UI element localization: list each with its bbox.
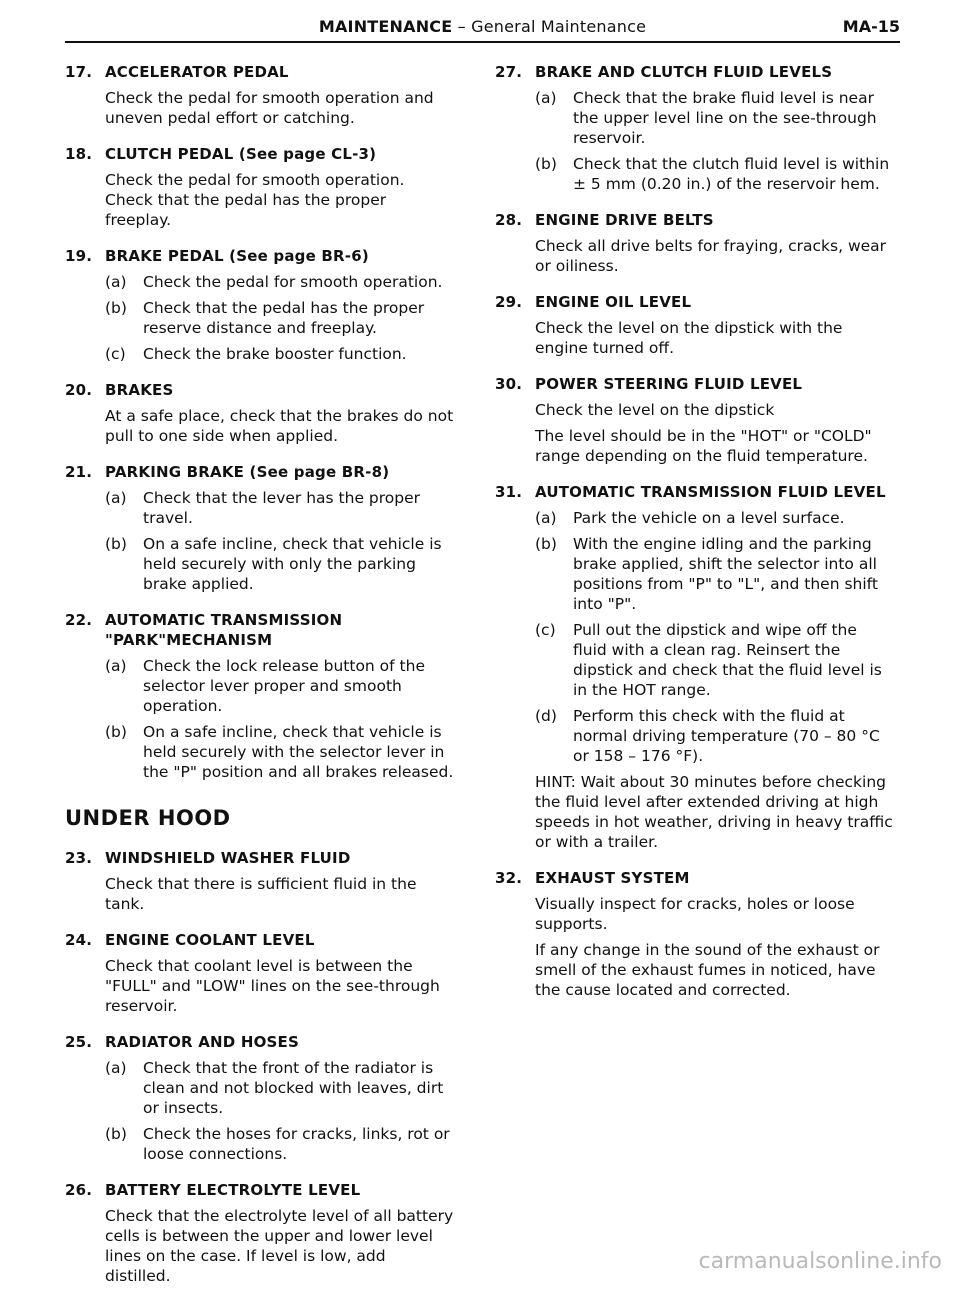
item-number: 29.: [495, 293, 523, 311]
item-paragraph: If any change in the sound of the exhaust or smell of the exhaust fumes in noticed, have the cause located and corrected.: [535, 941, 880, 999]
sub-step-letter: (a): [535, 509, 557, 527]
item-body: [535, 236, 895, 276]
page-title: [65, 14, 900, 40]
sub-step-letter: (a): [105, 273, 127, 291]
maintenance-item: [65, 246, 455, 364]
item-number: 32.: [495, 869, 523, 887]
sub-step-letter: (b): [105, 723, 127, 741]
item-paragraph: Check the pedal for smooth operation and uneven pedal effort or catching.: [105, 89, 434, 127]
sub-step-letter: (b): [105, 1125, 127, 1143]
maintenance-item: [65, 1180, 455, 1286]
item-title: AUTOMATIC TRANSMISSION FLUID LEVEL: [535, 483, 886, 501]
item-number: 28.: [495, 211, 523, 229]
item-paragraph: Check that there is sufficient fluid in the tank.: [105, 875, 417, 913]
item-body: [535, 894, 895, 1000]
item-heading: [65, 246, 455, 266]
item-paragraph: Check the level on the dipstick: [535, 401, 775, 419]
sub-step-letter: (b): [535, 535, 557, 553]
sub-step-text: Check that the clutch fluid level is within ± 5 mm (0.20 in.) of the reservoir hem.: [573, 155, 890, 193]
maintenance-item: [495, 210, 895, 276]
item-hint: HINT: Wait about 30 minutes before checking the fluid level after extended driving at high speeds in hot weather, driving in heavy traffic or with a trailer.: [535, 773, 893, 851]
item-title: POWER STEERING FLUID LEVEL: [535, 375, 803, 393]
sub-step-letter: (a): [105, 489, 127, 507]
item-heading: [65, 1180, 455, 1200]
sub-step: [105, 656, 455, 716]
sub-step-letter: (a): [105, 657, 127, 675]
maintenance-item: [65, 380, 455, 446]
left-items-after: [65, 848, 455, 1286]
item-paragraph: At a safe place, check that the brakes do not pull to one side when applied.: [105, 407, 454, 445]
item-number: 17.: [65, 63, 93, 81]
item-title: ENGINE DRIVE BELTS: [535, 211, 714, 229]
sub-step-letter: (b): [105, 535, 127, 553]
item-number: 18.: [65, 145, 93, 163]
sub-step: [535, 88, 895, 148]
item-title: BRAKE PEDAL (See page BR-6): [105, 247, 369, 265]
left-column: [65, 62, 455, 1302]
maintenance-item: [65, 1032, 455, 1164]
item-body: [535, 508, 895, 852]
sub-step: [105, 298, 455, 338]
item-title: PARKING BRAKE (See page BR-8): [105, 463, 390, 481]
sub-step-letter: (b): [535, 155, 557, 173]
item-body: [105, 88, 455, 128]
sub-step: [535, 534, 895, 614]
item-heading: [65, 848, 455, 868]
item-number: 19.: [65, 247, 93, 265]
left-items-before: [65, 62, 455, 782]
item-title: WINDSHIELD WASHER FLUID: [105, 849, 351, 867]
item-number: 25.: [65, 1033, 93, 1051]
maintenance-item: [495, 868, 895, 1000]
item-body: [535, 318, 895, 358]
item-number: 30.: [495, 375, 523, 393]
sub-step: [105, 488, 455, 528]
item-heading: [65, 144, 455, 164]
item-body: [105, 170, 455, 230]
item-number: 22.: [65, 611, 93, 629]
sub-step: [105, 1058, 455, 1118]
page-number: MA-15: [842, 17, 900, 36]
sub-step: [105, 344, 455, 364]
maintenance-item: [495, 292, 895, 358]
item-body: [535, 88, 895, 194]
maintenance-item: [65, 610, 455, 782]
item-number: 20.: [65, 381, 93, 399]
item-number: 27.: [495, 63, 523, 81]
sub-step-letter: (c): [105, 345, 126, 363]
sub-step: [535, 508, 895, 528]
item-title: ENGINE OIL LEVEL: [535, 293, 692, 311]
sub-step-letter: (c): [535, 621, 556, 639]
sub-step-text: Check the brake booster function.: [143, 345, 407, 363]
right-column: [495, 62, 895, 1016]
item-title: ENGINE COOLANT LEVEL: [105, 931, 315, 949]
sub-step: [535, 620, 895, 700]
sub-step-text: On a safe incline, check that vehicle is held securely with the selector lever in the "P" position and all brakes released.: [143, 723, 454, 781]
item-title: BATTERY ELECTROLYTE LEVEL: [105, 1181, 361, 1199]
item-body: [105, 1058, 455, 1164]
item-paragraph: Check that coolant level is between the "FULL" and "LOW" lines on the see-through reservoir.: [105, 957, 440, 1015]
item-body: [105, 272, 455, 364]
item-paragraph: Check all drive belts for fraying, cracks, wear or oiliness.: [535, 237, 887, 275]
maintenance-item: [65, 144, 455, 230]
item-body: [105, 488, 455, 594]
sub-step-text: Check the lock release button of the selector lever proper and smooth operation.: [143, 657, 425, 715]
item-body: [105, 406, 455, 446]
maintenance-item: [65, 462, 455, 594]
section-name: – General Maintenance: [452, 17, 647, 36]
sub-step: [105, 272, 455, 292]
item-paragraph: Check the level on the dipstick with the engine turned off.: [535, 319, 843, 357]
item-number: 24.: [65, 931, 93, 949]
sub-step-text: Check that the front of the radiator is clean and not blocked with leaves, dirt or insects.: [143, 1059, 444, 1117]
sub-step: [535, 706, 895, 766]
sub-step-text: Park the vehicle on a level surface.: [573, 509, 845, 527]
item-heading: [495, 292, 895, 312]
item-title: ACCELERATOR PEDAL: [105, 63, 289, 81]
sub-step-text: Check the pedal for smooth operation.: [143, 273, 443, 291]
item-title: BRAKES: [105, 381, 174, 399]
sub-step-letter: (d): [535, 707, 557, 725]
sub-step-letter: (a): [105, 1059, 127, 1077]
item-title: EXHAUST SYSTEM: [535, 869, 690, 887]
item-paragraph: Check the pedal for smooth operation. Check that the pedal has the proper freeplay.: [105, 171, 405, 229]
item-heading: [495, 868, 895, 888]
item-number: 23.: [65, 849, 93, 867]
watermark: carmanualsonline.info: [698, 1249, 942, 1274]
item-heading: [65, 462, 455, 482]
sub-step-text: With the engine idling and the parking brake applied, shift the selector into all positions from "P" to "L", and then shift into "P".: [573, 535, 878, 613]
sub-step-text: Check that the pedal has the proper reserve distance and freeplay.: [143, 299, 425, 337]
sub-step: [105, 722, 455, 782]
sub-step-letter: (a): [535, 89, 557, 107]
maintenance-item: [65, 848, 455, 914]
item-number: 31.: [495, 483, 523, 501]
maintenance-item: [65, 930, 455, 1016]
header-divider: [65, 41, 900, 43]
item-paragraph: Check that the electrolyte level of all battery cells is between the upper and lower level lines on the case. If level is low, add distilled.: [105, 1207, 454, 1285]
item-number: 21.: [65, 463, 93, 481]
item-heading: [65, 62, 455, 82]
sub-step: [105, 534, 455, 594]
item-body: [105, 656, 455, 782]
sub-step: [535, 154, 895, 194]
sub-step-text: Check the hoses for cracks, links, rot or loose connections.: [143, 1125, 450, 1163]
sub-step-text: Check that the brake fluid level is near the upper level line on the see-through reservoir.: [573, 89, 877, 147]
maintenance-item: [495, 62, 895, 194]
sub-step-text: Check that the lever has the proper travel.: [143, 489, 421, 527]
item-body: [105, 1206, 455, 1286]
item-body: [105, 956, 455, 1016]
item-heading: [495, 62, 895, 82]
item-heading: [495, 374, 895, 394]
maintenance-item: [495, 482, 895, 852]
sub-step-text: Pull out the dipstick and wipe off the fluid with a clean rag. Reinsert the dipstick and check that the fluid level is in the HOT range.: [573, 621, 882, 699]
sub-step-letter: (b): [105, 299, 127, 317]
section-heading-under-hood: UNDER HOOD: [65, 806, 231, 830]
item-body: [535, 400, 895, 466]
sub-step-text: Perform this check with the fluid at normal driving temperature (70 – 80 °C or 158 – 176 °F).: [573, 707, 880, 765]
sub-step-text: On a safe incline, check that vehicle is held securely with only the parking brake applied.: [143, 535, 442, 593]
maintenance-item: [65, 62, 455, 128]
item-paragraph: The level should be in the "HOT" or "COLD" range depending on the fluid temperature.: [535, 427, 872, 465]
item-heading: [495, 210, 895, 230]
item-paragraph: Visually inspect for cracks, holes or loose supports.: [535, 895, 855, 933]
item-heading: [65, 930, 455, 950]
item-body: [105, 874, 455, 914]
item-title: RADIATOR AND HOSES: [105, 1033, 299, 1051]
item-title: BRAKE AND CLUTCH FLUID LEVELS: [535, 63, 833, 81]
item-title: CLUTCH PEDAL (See page CL-3): [105, 145, 377, 163]
item-heading: [65, 610, 455, 650]
sub-step: [105, 1124, 455, 1164]
item-title: AUTOMATIC TRANSMISSION "PARK"MECHANISM: [105, 611, 343, 649]
chapter-name: MAINTENANCE: [318, 17, 453, 36]
page-header: [65, 14, 900, 40]
maintenance-item: [495, 374, 895, 466]
item-number: 26.: [65, 1181, 93, 1199]
item-heading: [65, 380, 455, 400]
item-heading: [65, 1032, 455, 1052]
item-heading: [495, 482, 895, 502]
